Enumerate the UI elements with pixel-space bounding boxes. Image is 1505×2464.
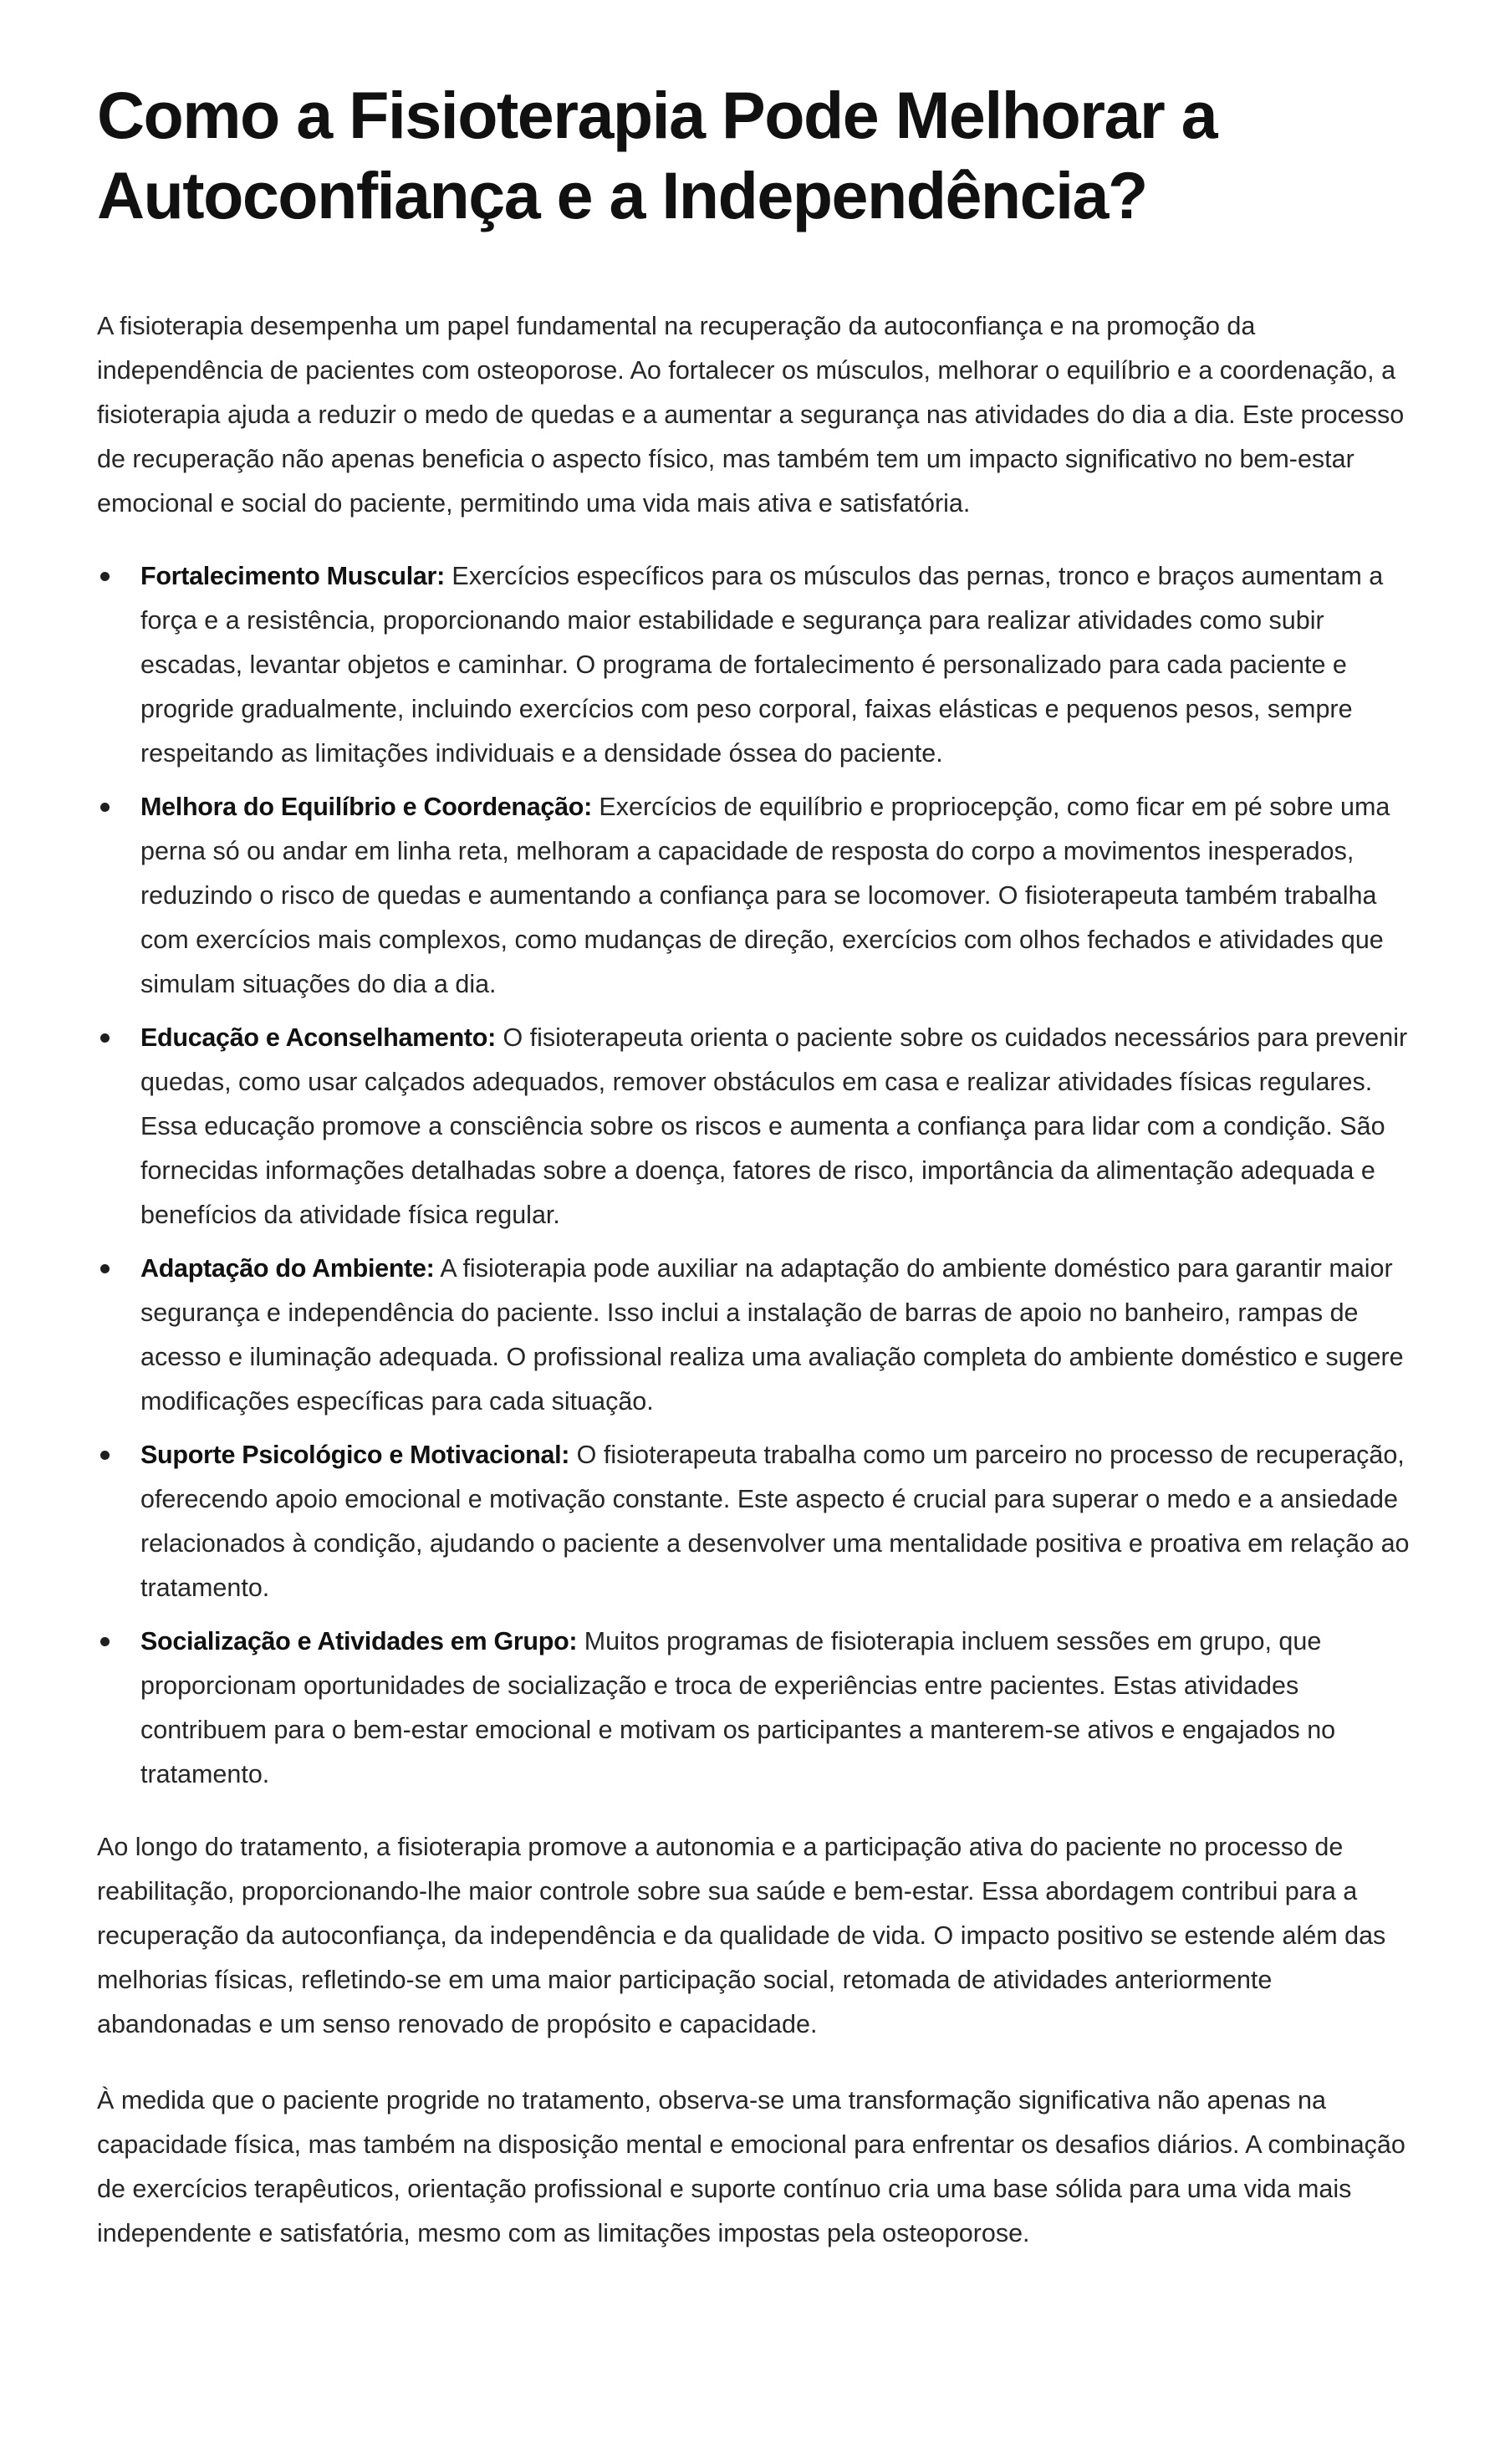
- list-item: [97, 1620, 1413, 1797]
- list-item: [97, 1247, 1413, 1424]
- list-item-text: Muitos programas de fisioterapia incluem sessões em grupo, que proporcionam oportunidades de socialização e troca de experiências entre pacientes. Estas atividades contribuem para o bem-estar emocional e motivam os participantes a manterem-se ativos e engajados no tratamento.: [140, 1627, 1336, 1788]
- closing-paragraph: À medida que o paciente progride no tratamento, observa-se uma transformação significativa não apenas na capacidade física, mas também na disposição mental e emocional para enfrentar os desafios diários. A combinação de exercícios terapêuticos, orientação profissional e suporte contínuo cria uma base sólida para uma vida mais independente e satisfatória, mesmo com as limitações impostas pela osteoporose.: [97, 2086, 1406, 2247]
- bullet-icon: [100, 1264, 110, 1273]
- page-title: Como a Fisioterapia Pode Melhorar a Autoconfiança e a Independência?: [97, 78, 1217, 232]
- list-item: [97, 554, 1413, 776]
- list-item-text: Exercícios específicos para os músculos das pernas, tronco e braços aumentam a força e a resistência, proporcionando maior estabilidade e segurança para realizar atividades como subir escadas, levantar objetos e caminhar. O programa de fortalecimento é personalizado para cada paciente e progride gradualmente, incluindo exercícios com peso corporal, faixas elásticas e pequenos pesos, sempre respeitando as limitações individuais e a densidade óssea do paciente.: [140, 562, 1384, 768]
- bullet-icon: [100, 1033, 110, 1043]
- list-item-text: O fisioterapeuta orienta o paciente sobre os cuidados necessários para prevenir quedas, como usar calçados adequados, remover obstáculos em casa e realizar atividades físicas regulares. Essa educação promove a consciência sobre os riscos e aumenta a confiança para lidar com a condição. São fornecidas informações detalhadas sobre a doença, fatores de risco, importância da alimentação adequada e benefícios da atividade física regular.: [140, 1023, 1408, 1229]
- intro-paragraph: A fisioterapia desempenha um papel fundamental na recuperação da autoconfiança e na promoção da independência de pacientes com osteoporose. Ao fortalecer os músculos, melhorar o equilíbrio e a coordenação, a fisioterapia ajuda a reduzir o medo de quedas e a aumentar a segurança nas atividades do dia a dia. Este processo de recuperação não apenas beneficia o aspecto físico, mas também tem um impacto significativo no bem-estar emocional e social do paciente, permitindo uma vida mais ativa e satisfatória.: [97, 312, 1405, 518]
- list-item-term: Fortalecimento Muscular:: [140, 562, 445, 590]
- list-item-text: O fisioterapeuta trabalha como um parceiro no processo de recuperação, oferecendo apoio emocional e motivação constante. Este aspecto é crucial para superar o medo e a ansiedade relacionados à condição, ajudando o paciente a desenvolver uma mentalidade positiva e proativa em relação ao tratamento.: [140, 1441, 1410, 1602]
- bullet-icon: [100, 1451, 110, 1460]
- conclusion-paragraph: Ao longo do tratamento, a fisioterapia promove a autonomia e a participação ativa do paciente no processo de reabilitação, proporcionando-lhe maior controle sobre sua saúde e bem-estar. Essa abordagem contribui para a recuperação da autoconfiança, da independência e da qualidade de vida. O impacto positivo se estende além das melhorias físicas, refletindo-se em uma maior participação social, retomada de atividades anteriormente abandonadas e um senso renovado de propósito e capacidade.: [97, 1833, 1386, 2038]
- list-item: [97, 785, 1413, 1007]
- list-item: [97, 1016, 1413, 1237]
- list-item-term: Socialização e Atividades em Grupo:: [140, 1627, 578, 1655]
- list-item-text: Exercícios de equilíbrio e propriocepção, como ficar em pé sobre uma perna só ou andar em linha reta, melhoram a capacidade de resposta do corpo a movimentos inesperados, reduzindo o risco de quedas e aumentando a confiança para se locomover. O fisioterapeuta também trabalha com exercícios mais complexos, como mudanças de direção, exercícios com olhos fechados e atividades que simulam situações do dia a dia.: [140, 793, 1390, 998]
- benefits-list: [97, 554, 1413, 1797]
- list-item-term: Adaptação do Ambiente:: [140, 1254, 435, 1283]
- list-item-term: Educação e Aconselhamento:: [140, 1023, 496, 1052]
- list-item-term: Suporte Psicológico e Motivacional:: [140, 1441, 570, 1469]
- bullet-icon: [100, 572, 110, 581]
- bullet-icon: [100, 1637, 110, 1646]
- article: [97, 75, 1413, 2256]
- list-item: [97, 1433, 1413, 1610]
- list-item-term: Melhora do Equilíbrio e Coordenação:: [140, 793, 592, 821]
- list-item-text: A fisioterapia pode auxiliar na adaptação do ambiente doméstico para garantir maior segurança e independência do paciente. Isso inclui a instalação de barras de apoio no banheiro, rampas de acesso e iluminação adequada. O profissional realiza uma avaliação completa do ambiente doméstico e sugere modificações específicas para cada situação.: [140, 1254, 1404, 1416]
- bullet-icon: [100, 803, 110, 812]
